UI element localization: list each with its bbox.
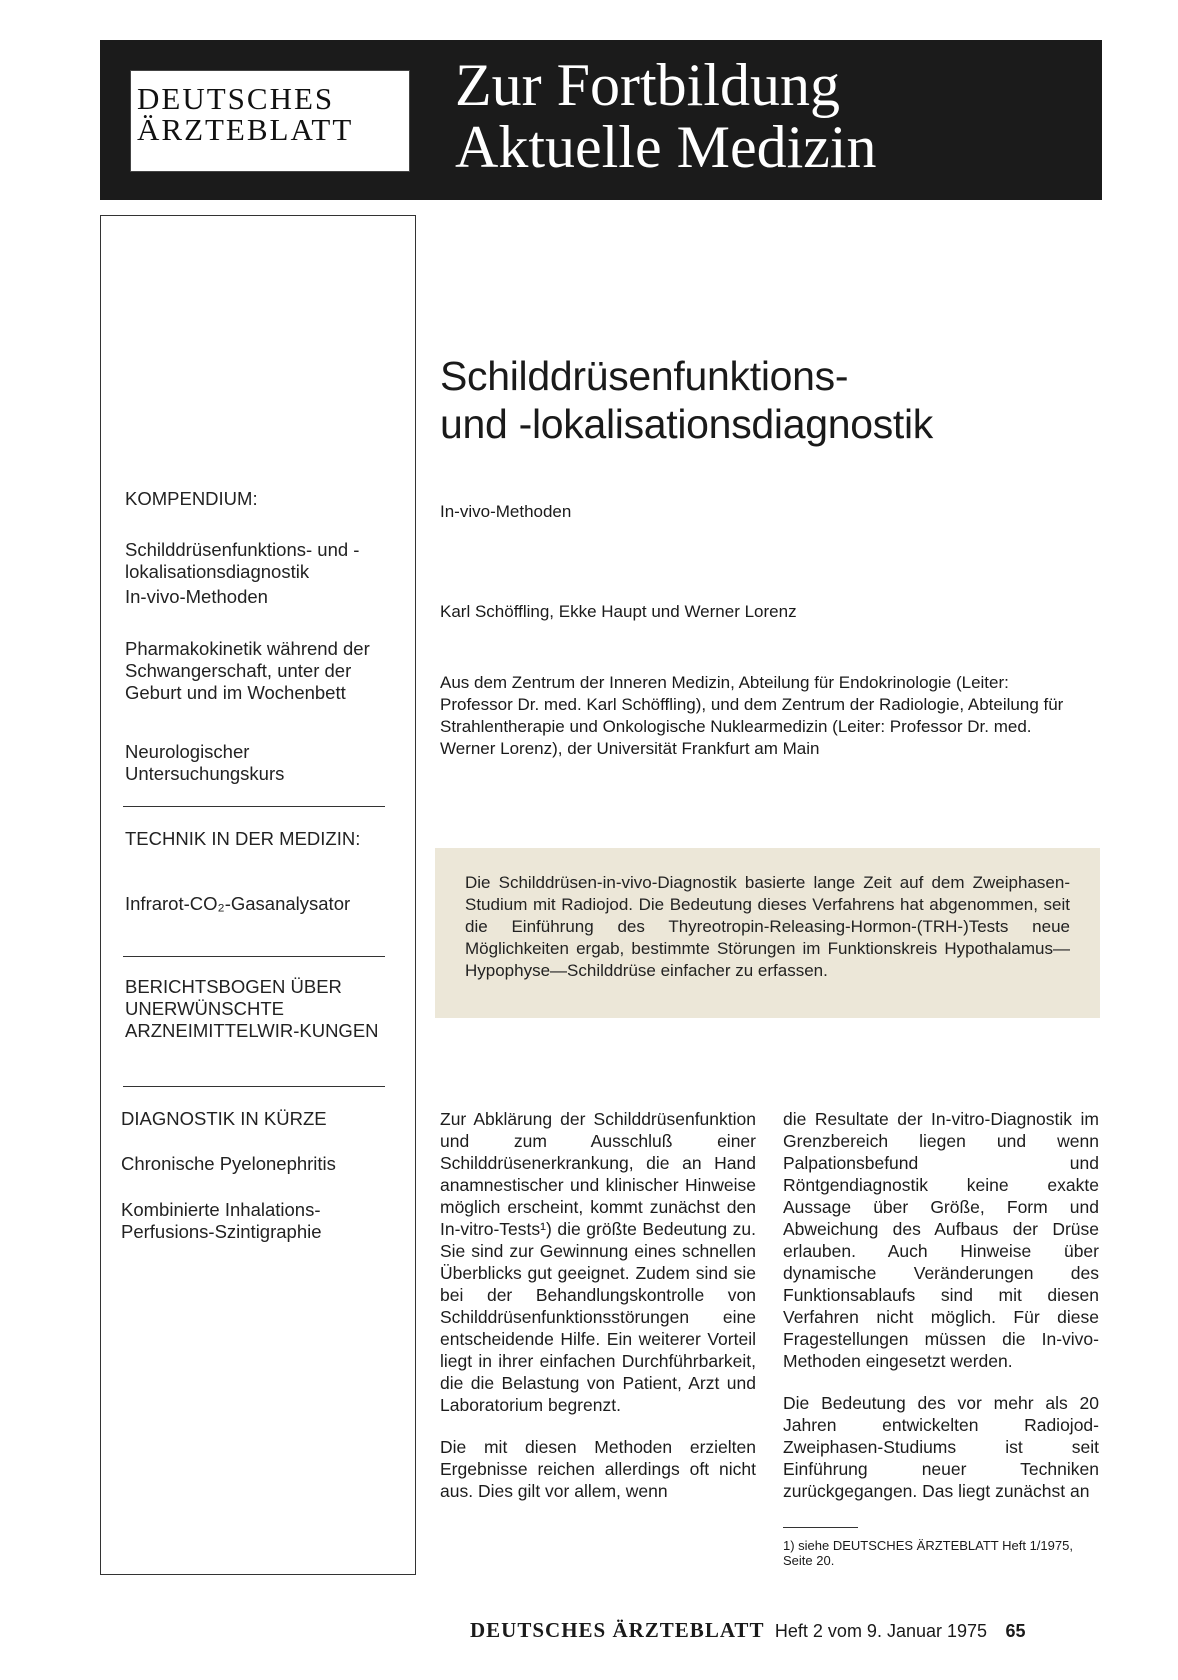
- article-title-line-2: und -lokalisationsdiagnostik: [440, 401, 934, 447]
- sidebar-divider: [123, 956, 385, 957]
- footer-issue: Heft 2 vom 9. Januar 1975: [774, 1621, 988, 1641]
- footnote-divider: [783, 1527, 858, 1528]
- kompendium-heading: KOMPENDIUM:: [125, 488, 258, 509]
- journal-masthead-logo: [130, 70, 410, 172]
- kompendium-item-neurologie: Neurologischer Untersuchungskurs: [125, 741, 285, 784]
- body-column-right: [783, 1108, 1099, 1522]
- article-title: [440, 352, 933, 448]
- technik-item: Infrarot-CO₂-Gasanalysator: [125, 893, 351, 914]
- article-subtitle: In-vivo-Methoden: [440, 502, 572, 521]
- diagnostik-heading: DIAGNOSTIK IN KÜRZE: [121, 1108, 327, 1129]
- diagnostik-item-pyelonephritis: Chronische Pyelonephritis: [121, 1153, 336, 1174]
- page-number: 65: [1005, 1621, 1026, 1641]
- body-paragraph: Die mit diesen Methoden erzielten Ergebnisse reichen allerdings oft nicht aus. Dies gilt vor allem, wenn: [440, 1437, 756, 1501]
- sidebar-divider: [123, 1086, 385, 1087]
- masthead-line-2: ÄRZTEBLATT: [137, 112, 354, 147]
- section-title: [455, 54, 877, 178]
- contents-sidebar: [100, 215, 416, 1575]
- body-paragraph: die Resultate der In-vitro-Diagnostik im Grenzbereich liegen und wenn Palpationsbefund und Röntgendiagnostik keine exakte Aussage über Größe, Form und Abweichung des Aufbaus der Drüse erlauben. Auch Hinweise über dynamische Veränderungen des Funktionsablaufs sind mit diesen Verfahren nicht möglich. Für diese Fragestellungen müssen die In-vivo-Methoden eingesetzt werden.: [783, 1109, 1099, 1371]
- article-authors: Karl Schöffling, Ekke Haupt und Werner Lorenz: [440, 602, 797, 621]
- section-title-line-2: Aktuelle Medizin: [455, 114, 877, 180]
- abstract-box: [435, 848, 1100, 1018]
- body-column-left: [440, 1108, 756, 1522]
- technik-heading: TECHNIK IN DER MEDIZIN:: [125, 828, 361, 849]
- body-paragraph: Zur Abklärung der Schilddrüsenfunktion und zum Ausschluß einer Schilddrüsenerkrankung, die an Hand anamnestischer und klinischer Hinweise möglich erscheint, kommt zunächst den In-vitro-Tests¹) die größte Bedeutung zu. Sie sind zur Gewinnung eines schnellen Überblicks gut geeignet. Zudem sind sie bei der Behandlungskontrolle von Schilddrüsenfunktionsstörungen eine entscheidende Hilfe. Ein weiterer Vorteil liegt in ihrer einfachen Durchführbarkeit, die die Belastung von Patient, Arzt und Laboratorium begrenzt.: [440, 1109, 756, 1415]
- sidebar-divider: [123, 806, 385, 807]
- footnote: 1) siehe DEUTSCHES ÄRZTEBLATT Heft 1/1975, Seite 20.: [783, 1538, 1073, 1568]
- page-footer: [470, 1618, 1026, 1643]
- abstract-text: Die Schilddrüsen-in-vivo-Diagnostik basierte lange Zeit auf dem Zweiphasen-Studium mit Radiojod. Die Bedeutung dieses Verfahrens hat abgenommen, seit die Einführung des Thyreotropin-Releasing-Hormon-(TRH-)Tests neue Möglichkeiten ergab, bestimmte Störungen im Funktionskreis Hypothalamus—Hypophyse—Schilddrüse einfacher zu erfassen.: [465, 873, 1070, 980]
- kompendium-item-schilddruese: Schilddrüsenfunktions- und -lokalisationsdiagnostik: [125, 539, 360, 582]
- berichtsbogen-heading: BERICHTSBOGEN ÜBER UNERWÜNSCHTE ARZNEIMITTELWIR-KUNGEN: [125, 976, 379, 1041]
- section-title-line-1: Zur Fortbildung: [455, 52, 840, 118]
- article-title-line-1: Schilddrüsenfunktions-: [440, 353, 849, 399]
- diagnostik-item-szintigraphie: Kombinierte Inhalations-Perfusions-Szintigraphie: [121, 1199, 322, 1242]
- kompendium-item-pharmakokinetik: Pharmakokinetik während der Schwangerschaft, unter der Geburt und im Wochenbett: [125, 638, 370, 703]
- kompendium-item-schilddruese-sub: In-vivo-Methoden: [125, 586, 268, 607]
- article-affiliation: Aus dem Zentrum der Inneren Medizin, Abteilung für Endokrinologie (Leiter: Professor Dr. med. Karl Schöffling), und dem Zentrum der Radiologie, Abteilung für Strahlentherapie und Onkologische Nuklearmedizin (Leiter: Professor Dr. med. Werner Lorenz), der Universität Frankfurt am Main: [440, 673, 1064, 758]
- masthead-line-1: DEUTSCHES: [137, 81, 335, 116]
- journal-header: [100, 40, 1102, 200]
- body-paragraph: Die Bedeutung des vor mehr als 20 Jahren entwickelten Radiojod-Zweiphasen-Studiums ist seit Einführung neuer Techniken zurückgegangen. Das liegt zunächst an: [783, 1393, 1099, 1501]
- footer-journal-name: DEUTSCHES ÄRZTEBLATT: [470, 1618, 765, 1642]
